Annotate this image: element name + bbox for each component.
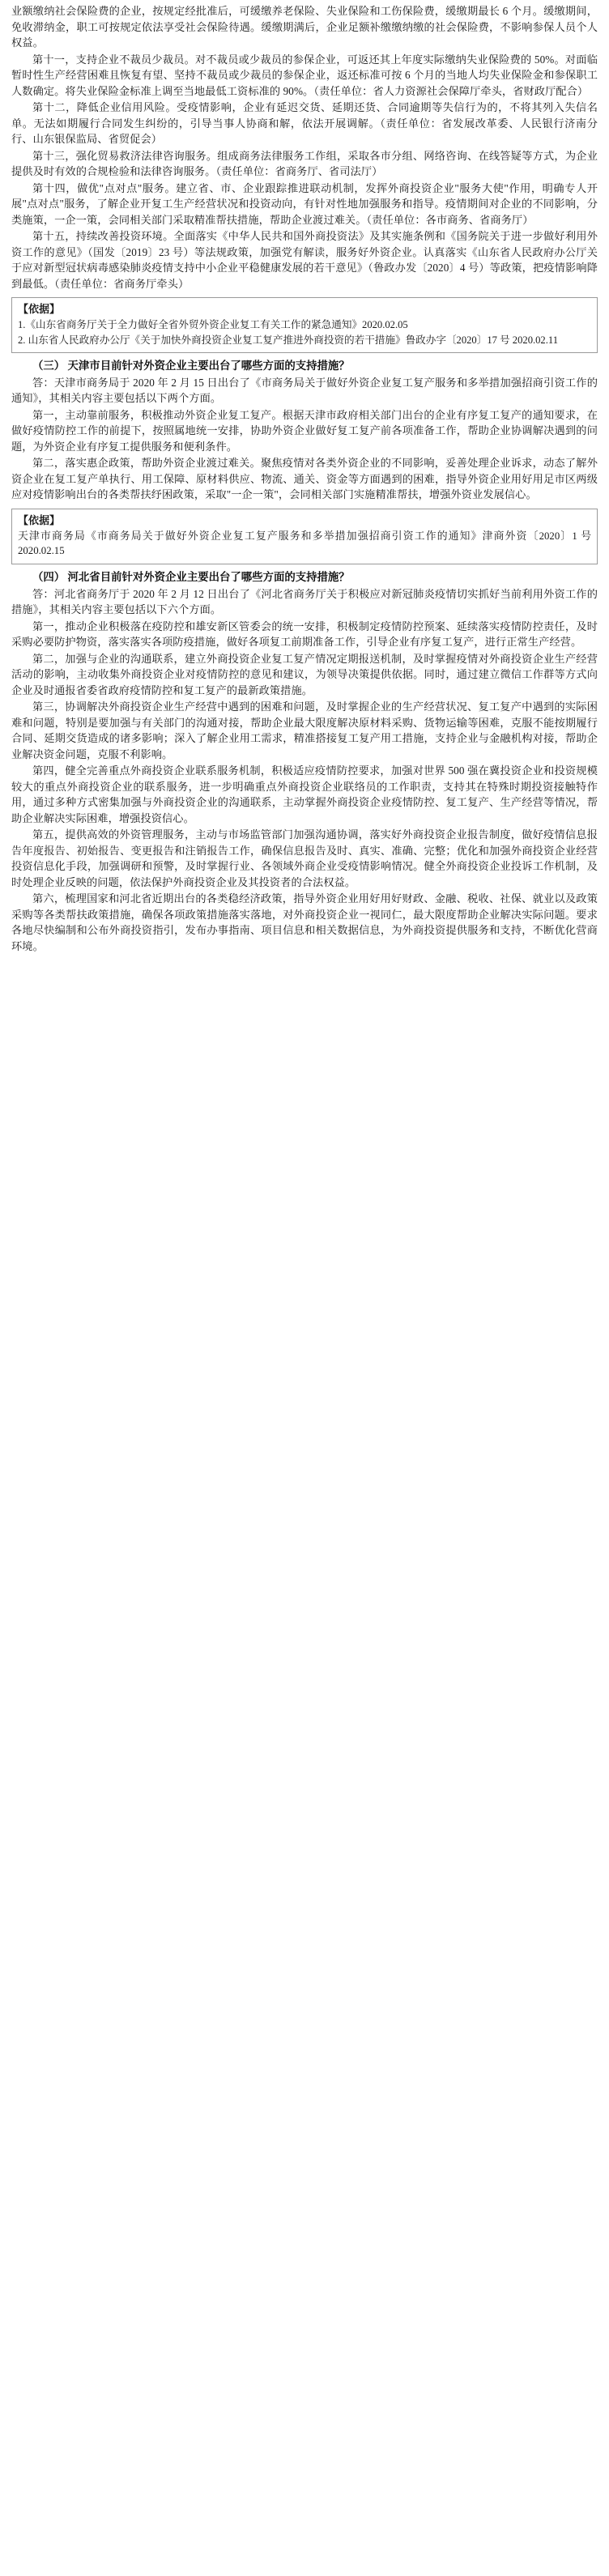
paragraph: 第三，协调解决外商投资企业生产经营中遇到的困难和问题，及时掌握企业的生产经营状况、复工复产中遇到的实际困难和问题，特别是要加强与有关部门的沟通对接，帮助企业最大限度解决原材料采购、货物运输等困难，克服不能按期履行合同、延期交货造成的诸多影响；深入了解企业用工需求，精准搭接复工复产用工措施，支持企业与金融机构对接，帮助企业解决资金问题，克服不利影响。 [11,700,598,760]
source-box-item: 天津市商务局《市商务局关于做好外资企业复工复产服务和多举措加强招商引资工作的通知》津商外资〔2020〕1 号 2020.02.15 [18,530,591,557]
source-box-item: 1.《山东省商务厅关于全力做好全省外贸外资企业复工有关工作的紧急通知》2020.02.05 [18,319,408,330]
paragraph: 业额缴纳社会保险费的企业，按规定经批准后，可缓缴养老保险、失业保险和工伤保险费，缓缴期最长 6 个月。缓缴期间，免收滞纳金，职工可按规定依法享受社会保险待遇。缓缴期满后，企业足额补缴缴纳缴的社会保险费，不影响参保人员个人权益。 [11,5,598,49]
paragraph: 第十二，降低企业信用风险。受疫情影响，企业有延迟交货、延期还货、合同逾期等失信行为的，不将其列入失信名单。无法如期履行合同发生纠纷的，引导当事人协商和解，依法开展调解。（责任单位：省发展改革委、人民银行济南分行、山东银保监局、省贸促会） [11,101,598,145]
paragraph: 答：天津市商务局于 2020 年 2 月 15 日出台了《市商务局关于做好外资企业复工复产服务和多举措加强招商引资工作的通知》，其相关内容主要包括以下两个方面。 [11,376,598,405]
paragraph: 第一，主动靠前服务，积极推动外资企业复工复产。根据天津市政府相关部门出台的企业有序复工复产的通知要求，在做好疫情防控工作的前提下，按照属地统一安排，协助外资企业做好复工复产前各项准备工作，帮助企业协调解决遇到的问题，为外资企业有序复工提供服务和便利条件。 [11,408,598,453]
paragraph: 第二，落实惠企政策，帮助外资企业渡过难关。聚焦疫情对各类外资企业的不同影响，妥善处理企业诉求，动态了解外资企业在复工复产单执行、用工保障、原材料供应、物流、通关、资金等方面遇到的困难，指导外资企业用好用足市区两级应对疫情影响出台的各类帮扶纾困政策，采取"一企一策"，会同相关部门实施精准帮扶，增强外资业发展信心。 [11,457,598,501]
paragraph: 第十四，做优"点对点"服务。建立省、市、企业跟踪推进联动机制，发挥外商投资企业"服务大使"作用，明确专人开展"点对点"服务，了解企业开复工生产经营状况和投资动向，有针对性地加强服务和指导。疫情期间对企业的不同影响，分类施策，一企一策，会同相关部门采取精准帮扶措施，帮助企业渡过难关。（责任单位：各市商务、省商务厅） [11,181,598,226]
paragraph: 第二，加强与企业的沟通联系，建立外商投资企业复工复产情况定期报送机制，及时掌握疫情对外商投资企业生产经营活动的影响，主动收集外商投资企业对疫情防控的意见和建议，为领导决策提供依据。同时，通过建立微信工作群等方式向企业及时通报省委省政府疫情防控和复工复产的最新政策措施。 [11,652,598,696]
paragraph: 第四，健全完善重点外商投资企业联系服务机制，积极适应疫情防控要求，加强对世界 500 强在冀投资企业和投资规模较大的重点外商投资企业的联系服务，进一步明确重点外商投资企业联络员的工作职责，支持其在特殊时期投资接触特作用，通过多种方式密集加强与外商投资企业的沟通联系，主动掌握外商投资企业疫情防控、复工复产、生产经营等情况，帮助企业解决实际困难，增强投资信心。 [11,764,598,824]
paragraph: 第一，推动企业积极落在疫防控和雄安新区管委会的统一安排，积极制定疫情防控预案、延续落实疫情防控责任，及时采购必要防护物资，落实落实各项防疫措施，做好各项复工前期准备工作，引导企业有序复工复产，进行正常生产经营。 [11,620,598,649]
question-heading: （三） 天津市目前针对外资企业主要出台了哪些方面的支持措施？ [32,360,350,373]
source-reference-box [11,509,598,565]
source-box-item: 2. 山东省人民政府办公厅《关于加快外商投资企业复工复产推进外商投资的若干措施》鲁政办字〔2020〕17 号 2020.02.11 [18,334,559,346]
paragraph: 答：河北省商务厅于 2020 年 2 月 12 日出台了《河北省商务厅关于积极应对新冠肺炎疫情切实抓好当前利用外资工作的措施》，其相关内容主要包括以下六个方面。 [11,587,598,616]
paragraph: 第六，梳理国家和河北省近期出台的各类稳经济政策，指导外资企业用好用好财政、金融、税收、社保、就业以及政策采购等各类帮扶政策措施，确保各项政策措施落实落地，对外商投资企业一视同仁，最大限度帮助企业解决实际问题。要求各地尽快编制和公布外商投资指引，发布办事指南、项目信息和相关数据信息，为外商投资提供服务和支持，不断优化营商环境。 [11,892,598,952]
source-reference-box [11,297,598,353]
paragraph: 第十三，强化贸易救济法律咨询服务。组成商务法律服务工作组，采取各市分组、网络咨询、在线答疑等方式，为企业提供及时有效的合规检验和法律咨询服务。（责任单位：省商务厅、省司法厅） [11,149,598,177]
source-box-title: 【依据】 [18,303,61,315]
paragraph: 第十一，支持企业不裁员少裁员。对不裁员或少裁员的参保企业，可返还其上年度实际缴纳失业保险费的 50%。对面临暂时性生产经营困难且恢复有望、坚持不裁员或少裁员的参保企业，返还标准可按 6 个月的当地人均失业保险金和参保职工人数确定。将失业保险金标准上调至当地最低工资标准的 90%。（责任单位：省人力资源社会保障厅牵头，省财政厅配合） [11,53,598,97]
paragraph: 第十五，持续改善投资环境。全面落实《中华人民共和国外商投资法》及其实施条例和《国务院关于进一步做好利用外资工作的意见》（国发〔2019〕23 号）等法规政策，加强党有解读，服务好外资企业。认真落实《山东省人民政府办公厅关于应对新型冠状病毒感染肺炎疫情支持中小企业平稳健康发展的若干意见》（鲁政办发〔2020〕4 号）等政策，把疫情影响降到最低。（责任单位：省商务厅牵头） [11,230,598,290]
document-page [0,0,609,971]
source-box-title: 【依据】 [18,513,61,526]
paragraph: 第五，提供高效的外资管理服务，主动与市场监管部门加强沟通协调，落实好外商投资企业报告制度，做好疫情信息报告年度报告、初始报告、变更报告和注销报告工作，确保信息报告及时、真实、准确、完整；优化和加强外商投资企业经营投资信息化手段，加强调研和预警，及时掌握行业、各领域外商企业受疫情影响情况。健全外商投资企业投诉工作机制，及时处理企业反映的问题，依法保护外商投资企业及其投资者的合法权益。 [11,828,598,888]
question-heading: （四） 河北省目前针对外资企业主要出台了哪些方面的支持措施？ [32,571,350,584]
